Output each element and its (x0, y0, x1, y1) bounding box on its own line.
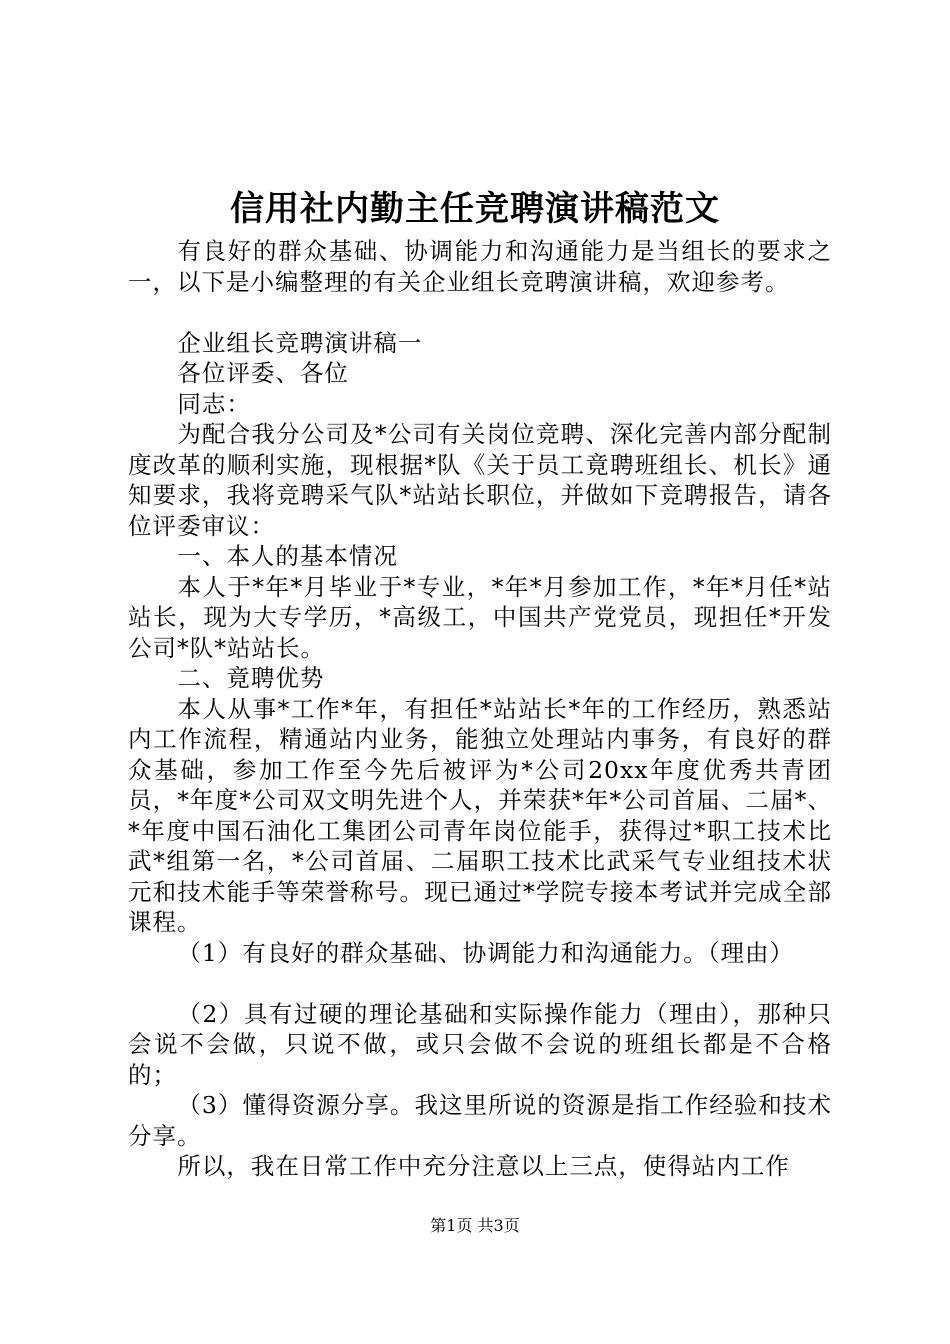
salutation-line: 各位评委、各位 (177, 359, 349, 387)
list-item: （3）懂得资源分享。我这里所说的资源是指工作经验和技术分享。 (128, 1091, 832, 1150)
salutation-line: 同志： (177, 389, 251, 418)
document-title: 信用社内勤主任竞聘演讲稿范文 (230, 189, 720, 229)
intro-paragraph: 有良好的群众基础、协调能力和沟通能力是当组长的要求之一，以下是小编整理的有关企业组长竞聘演讲稿，欢迎参考。 (128, 237, 832, 296)
document-body (128, 236, 832, 1182)
list-item: （1）有良好的群众基础、协调能力和沟通能力。（理由） (177, 938, 795, 967)
subsection-heading: 一、本人的基本情况 (177, 542, 398, 570)
body-paragraph: 本人于*年*月毕业于*专业，*年*月参加工作，*年*月任*站站长，现为大专学历，*高级工，中国共产党党员，现担任*开发公司*队*站站长。 (128, 572, 832, 662)
body-paragraph: 本人从事*工作*年，有担任*站站长*年的工作经历，熟悉站内工作流程，精通站内业务，能独立处理站内事务，有良好的群众基础，参加工作至今先后被评为*公司20xx年度优秀共青团员，*年度*公司双文明先进个人，并荣获*年*公司首届、二届*、*年度中国石油化工集团公司青年岗位能手，获得过*职工技术比武*组第一名，*公司首届、二届职工技术比武采气专业组技术状元和技术能手等荣誉称号。现已通过*学院专接本考试并完成全部课程。 (128, 694, 832, 936)
body-paragraph: 为配合我分公司及*公司有关岗位竞聘、深化完善内部分配制度改革的顺利实施，现根据*队《关于员工竟聘班组长、机长》通知要求，我将竞聘采气队*站站长职位，并做如下竞聘报告，请各位评委审议： (128, 420, 832, 540)
section-heading: 企业组长竞聘演讲稿一 (177, 328, 423, 357)
list-item: （2）具有过硬的理论基础和实际操作能力（理由），那种只会说不会做，只说不做，或只会做不会说的班组长都是不合格的； (128, 999, 832, 1089)
paragraph-spacer (128, 968, 832, 999)
body-paragraph: 所以，我在日常工作中充分注意以上三点，使得站内工作 (177, 1152, 790, 1180)
paragraph-spacer (128, 297, 832, 328)
page-number-footer: 第1页 共3页 (430, 1216, 520, 1235)
subsection-heading: 二、竟聘优势 (177, 664, 325, 692)
